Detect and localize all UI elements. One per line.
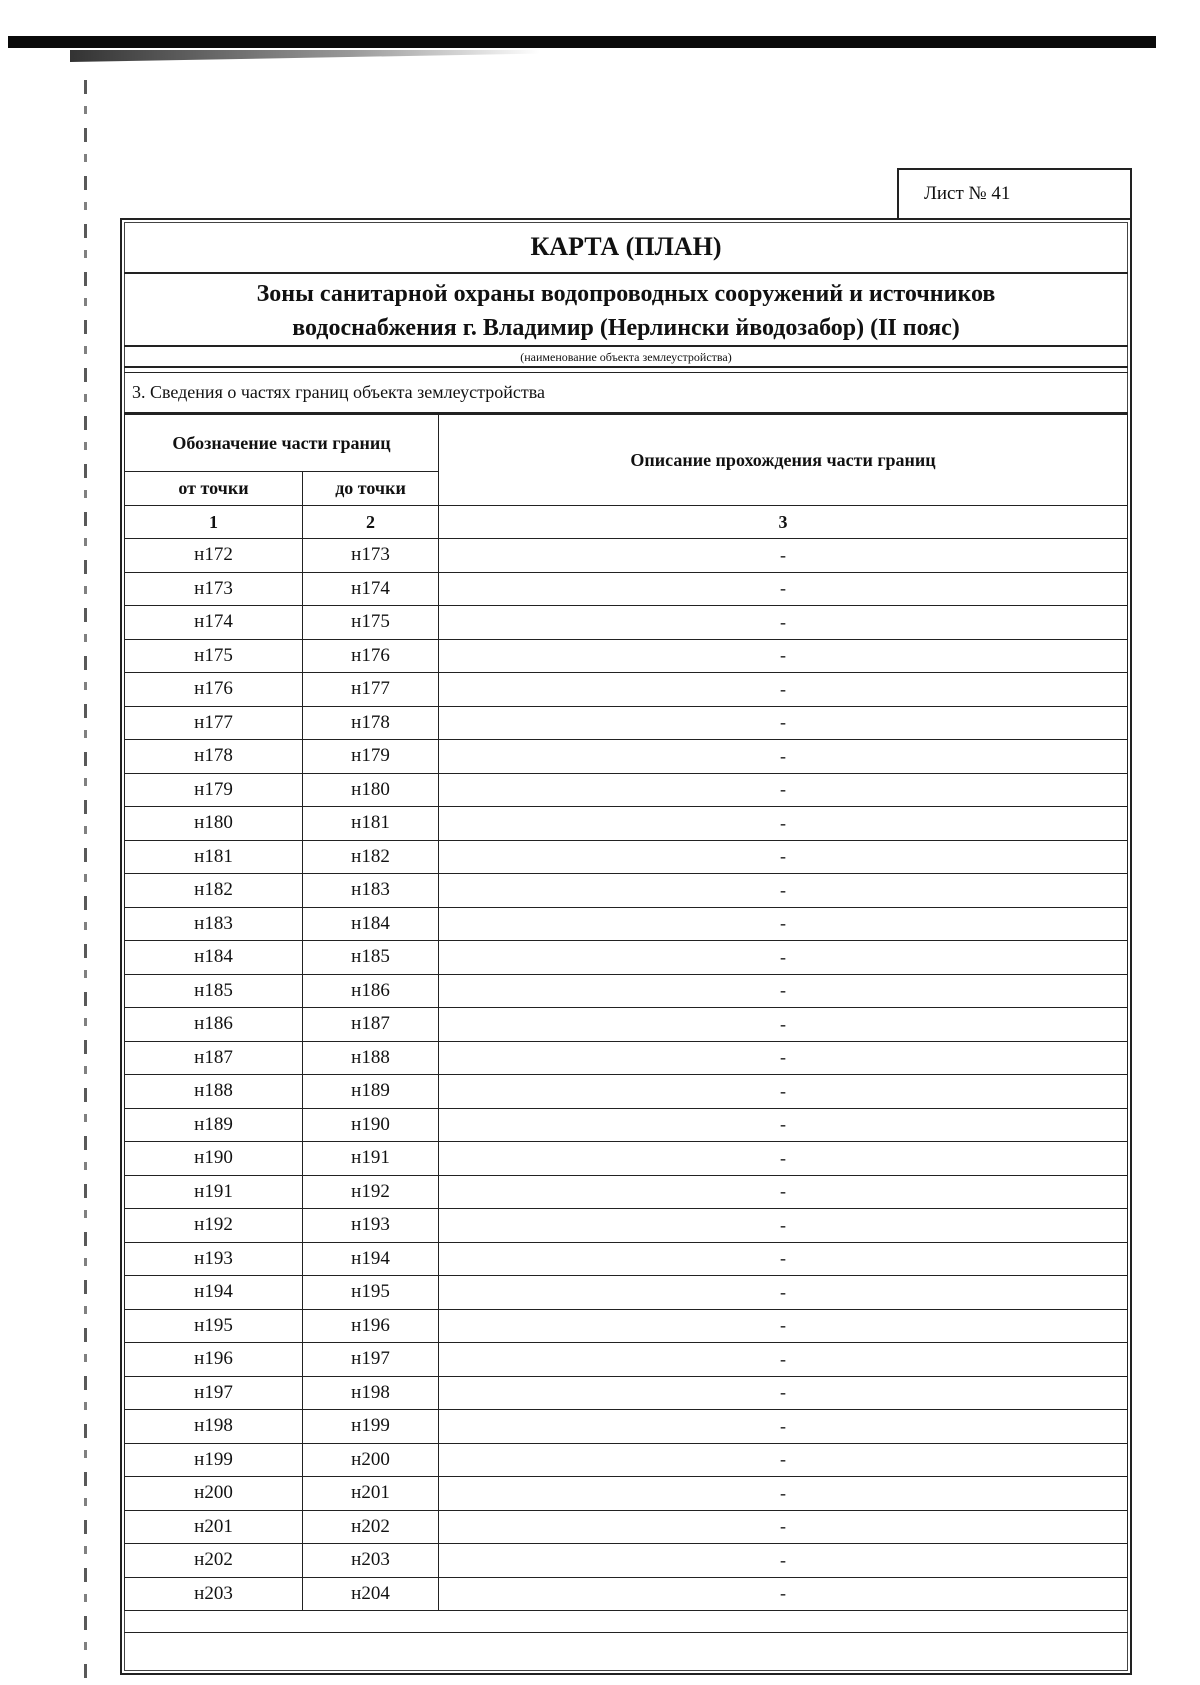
from-point-header: от точки xyxy=(125,472,303,506)
table-row xyxy=(125,1075,1128,1109)
description-cell: - xyxy=(439,1477,1128,1511)
description-cell: - xyxy=(439,1276,1128,1310)
from-point-cell: н186 xyxy=(125,1008,303,1042)
to-point-cell: н188 xyxy=(303,1041,439,1075)
to-point-cell: н177 xyxy=(303,673,439,707)
description-header: Описание прохождения части границ xyxy=(439,415,1128,506)
to-point-cell: н185 xyxy=(303,941,439,975)
column-number-1: 1 xyxy=(125,506,303,539)
to-point-cell: н193 xyxy=(303,1209,439,1243)
to-point-header: до точки xyxy=(303,472,439,506)
from-point-cell: н202 xyxy=(125,1544,303,1578)
table-row xyxy=(125,740,1128,774)
object-name-line-2: водоснабжения г. Владимир (Нерлински йводозабор) (II пояс) xyxy=(292,315,960,341)
from-point-cell: н174 xyxy=(125,606,303,640)
table-row xyxy=(125,706,1128,740)
description-cell: - xyxy=(439,1242,1128,1276)
description-cell: - xyxy=(439,974,1128,1008)
from-point-cell: н175 xyxy=(125,639,303,673)
to-point-cell: н182 xyxy=(303,840,439,874)
from-point-cell: н182 xyxy=(125,874,303,908)
from-point-cell: н180 xyxy=(125,807,303,841)
from-point-cell: н183 xyxy=(125,907,303,941)
scan-top-bar xyxy=(8,36,1156,48)
description-cell: - xyxy=(439,1008,1128,1042)
to-point-cell: н187 xyxy=(303,1008,439,1042)
to-point-cell: н198 xyxy=(303,1376,439,1410)
boundary-parts-table xyxy=(124,414,1128,1611)
to-point-cell: н204 xyxy=(303,1577,439,1611)
description-cell: - xyxy=(439,1142,1128,1176)
table-row xyxy=(125,1376,1128,1410)
description-cell: - xyxy=(439,1376,1128,1410)
from-point-cell: н190 xyxy=(125,1142,303,1176)
table-row xyxy=(125,1343,1128,1377)
to-point-cell: н200 xyxy=(303,1443,439,1477)
scan-top-bar-tail xyxy=(70,50,540,62)
table-row xyxy=(125,1242,1128,1276)
to-point-cell: н176 xyxy=(303,639,439,673)
description-cell: - xyxy=(439,606,1128,640)
to-point-cell: н181 xyxy=(303,807,439,841)
to-point-cell: н197 xyxy=(303,1343,439,1377)
description-cell: - xyxy=(439,1209,1128,1243)
to-point-cell: н189 xyxy=(303,1075,439,1109)
description-cell: - xyxy=(439,941,1128,975)
from-point-cell: н177 xyxy=(125,706,303,740)
table-row xyxy=(125,773,1128,807)
from-point-cell: н187 xyxy=(125,1041,303,1075)
table-row xyxy=(125,1544,1128,1578)
from-point-cell: н188 xyxy=(125,1075,303,1109)
to-point-cell: н192 xyxy=(303,1175,439,1209)
description-cell: - xyxy=(439,773,1128,807)
table-row xyxy=(125,807,1128,841)
to-point-cell: н184 xyxy=(303,907,439,941)
table-row xyxy=(125,1276,1128,1310)
bottom-rule xyxy=(124,1632,1128,1633)
column-number-2: 2 xyxy=(303,506,439,539)
to-point-cell: н174 xyxy=(303,572,439,606)
table-row xyxy=(125,1142,1128,1176)
description-cell: - xyxy=(439,740,1128,774)
to-point-cell: н195 xyxy=(303,1276,439,1310)
description-cell: - xyxy=(439,1175,1128,1209)
from-point-cell: н195 xyxy=(125,1309,303,1343)
description-cell: - xyxy=(439,1510,1128,1544)
description-cell: - xyxy=(439,639,1128,673)
table-row xyxy=(125,539,1128,573)
description-cell: - xyxy=(439,807,1128,841)
table-row xyxy=(125,1410,1128,1444)
to-point-cell: н173 xyxy=(303,539,439,573)
description-cell: - xyxy=(439,840,1128,874)
to-point-cell: н178 xyxy=(303,706,439,740)
description-cell: - xyxy=(439,539,1128,573)
description-cell: - xyxy=(439,907,1128,941)
to-point-cell: н203 xyxy=(303,1544,439,1578)
object-name-caption: (наименование объекта землеустройства) xyxy=(124,348,1128,368)
table-row xyxy=(125,1577,1128,1611)
from-point-cell: н203 xyxy=(125,1577,303,1611)
from-point-cell: н181 xyxy=(125,840,303,874)
to-point-cell: н199 xyxy=(303,1410,439,1444)
from-point-cell: н194 xyxy=(125,1276,303,1310)
section-heading: 3. Сведения о частях границ объекта землеустройства xyxy=(124,372,1128,414)
table-row xyxy=(125,1477,1128,1511)
from-point-cell: н178 xyxy=(125,740,303,774)
table-row xyxy=(125,907,1128,941)
from-point-cell: н199 xyxy=(125,1443,303,1477)
from-point-cell: н200 xyxy=(125,1477,303,1511)
from-point-cell: н179 xyxy=(125,773,303,807)
table-row xyxy=(125,974,1128,1008)
from-point-cell: н197 xyxy=(125,1376,303,1410)
description-cell: - xyxy=(439,572,1128,606)
column-number-3: 3 xyxy=(439,506,1128,539)
to-point-cell: н202 xyxy=(303,1510,439,1544)
table-row xyxy=(125,1309,1128,1343)
from-point-cell: н185 xyxy=(125,974,303,1008)
from-point-cell: н173 xyxy=(125,572,303,606)
table-row xyxy=(125,1041,1128,1075)
table-row xyxy=(125,1510,1128,1544)
to-point-cell: н186 xyxy=(303,974,439,1008)
from-point-cell: н201 xyxy=(125,1510,303,1544)
table-row xyxy=(125,1443,1128,1477)
description-cell: - xyxy=(439,874,1128,908)
to-point-cell: н201 xyxy=(303,1477,439,1511)
description-cell: - xyxy=(439,1410,1128,1444)
table-row xyxy=(125,1175,1128,1209)
table-row xyxy=(125,606,1128,640)
description-cell: - xyxy=(439,673,1128,707)
table-row xyxy=(125,572,1128,606)
sheet-number: Лист № 41 xyxy=(897,168,1132,220)
from-point-cell: н176 xyxy=(125,673,303,707)
table-row xyxy=(125,840,1128,874)
to-point-cell: н175 xyxy=(303,606,439,640)
table-row xyxy=(125,874,1128,908)
table-row xyxy=(125,1108,1128,1142)
designation-group-header: Обозначение части границ xyxy=(125,415,439,472)
from-point-cell: н196 xyxy=(125,1343,303,1377)
from-point-cell: н192 xyxy=(125,1209,303,1243)
description-cell: - xyxy=(439,1075,1128,1109)
to-point-cell: н179 xyxy=(303,740,439,774)
description-cell: - xyxy=(439,1544,1128,1578)
to-point-cell: н191 xyxy=(303,1142,439,1176)
scan-left-edge xyxy=(84,80,87,1680)
description-cell: - xyxy=(439,1041,1128,1075)
from-point-cell: н189 xyxy=(125,1108,303,1142)
object-name-line-1: Зоны санитарной охраны водопроводных сооружений и источников xyxy=(256,281,996,307)
table-row xyxy=(125,941,1128,975)
to-point-cell: н180 xyxy=(303,773,439,807)
to-point-cell: н190 xyxy=(303,1108,439,1142)
table-row xyxy=(125,673,1128,707)
description-cell: - xyxy=(439,706,1128,740)
from-point-cell: н193 xyxy=(125,1242,303,1276)
description-cell: - xyxy=(439,1309,1128,1343)
to-point-cell: н196 xyxy=(303,1309,439,1343)
to-point-cell: н183 xyxy=(303,874,439,908)
table-body xyxy=(125,539,1128,1611)
document-title: КАРТА (ПЛАН) xyxy=(124,222,1128,274)
to-point-cell: н194 xyxy=(303,1242,439,1276)
description-cell: - xyxy=(439,1443,1128,1477)
description-cell: - xyxy=(439,1577,1128,1611)
description-cell: - xyxy=(439,1343,1128,1377)
from-point-cell: н198 xyxy=(125,1410,303,1444)
from-point-cell: н191 xyxy=(125,1175,303,1209)
table-row xyxy=(125,1209,1128,1243)
table-row xyxy=(125,1008,1128,1042)
table-row xyxy=(125,639,1128,673)
from-point-cell: н172 xyxy=(125,539,303,573)
object-name xyxy=(124,277,1128,347)
description-cell: - xyxy=(439,1108,1128,1142)
from-point-cell: н184 xyxy=(125,941,303,975)
